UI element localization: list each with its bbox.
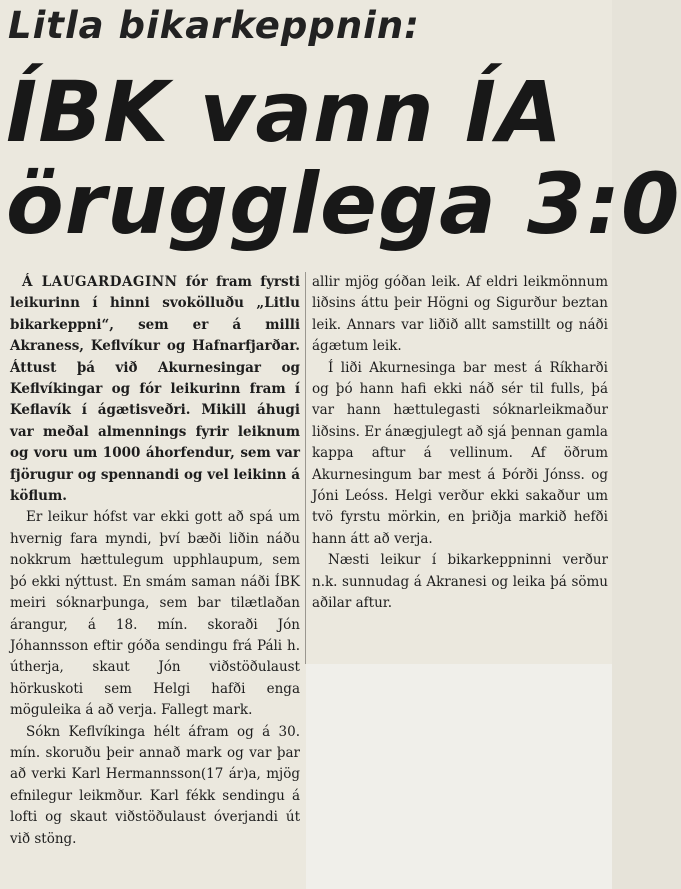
lead-in: Á LAUGARDAGINN — [22, 274, 178, 290]
blank-area — [306, 664, 612, 889]
column-divider — [305, 272, 306, 664]
left-column — [10, 272, 300, 850]
paragraph — [10, 272, 300, 507]
paragraph: Í liði Akurnesinga bar mest á Ríkharði og þó hann hafi ekki náð sér til fulls, þá var hann hættulegasti sóknarleikmaður liðsins. Er ánægjulegt að sjá þennan gamla kappa aftur á vellinum. Af öðrum Akurnesingum bar mest á Þórði Jónss. og Jóni Leóss. Helgi verður ekki sakaður um tvö fyrstu mörkin, en þriðja markið hefði hann átt að verja. — [312, 359, 608, 547]
headline-line-1: ÍBK vann ÍA — [6, 63, 564, 161]
right-column — [312, 272, 608, 615]
paragraph: Er leikur hófst var ekki gott að spá um hvernig fara myndi, því bæði liðin náðu nokkrum hættulegum upphlaupum, sem þó ekki nýttust. En smám saman náði ÍBK meiri sóknarþunga, sem bar tilætlaðan árangur, á 18. mín. skoraði Jón Jóhannsson eftir góða sendingu frá Páli h. útherja, skaut Jón viðstöðulaust hörkuskoti sem Helgi hafði enga möguleika á að verja. Fallegt mark. — [10, 509, 300, 719]
paragraph: Næsti leikur í bikarkeppninni verður n.k. sunnudag á Akranesi og leika þá sömu aðilar aftur. — [312, 552, 608, 612]
paragraph: allir mjög góðan leik. Af eldri leikmönnum liðsins áttu þeir Högni og Sigurður beztan leik. Annars var liðið allt samstillt og náði ágætum leik. — [312, 274, 608, 355]
paragraph: Sókn Keflvíkinga hélt áfram og á 30. mín. skoruðu þeir annað mark og var þar að verki Karl Hermannsson(17 ár)a, mjög efnilegur leikmður. Karl fékk sendingu á lofti og skaut viðstöðulaust óverjandi út við stöng. — [10, 723, 300, 847]
paragraph-text: fór fram fyrsti leikurinn í hinni svokölluðu „Litlu bikarkeppni“, sem er á milli Akraness, Keflvíkur og Hafnarfjarðar. Áttust þá við Akurnesingar og Keflvíkingar og fór leikurinn fram í Keflavík í ágætisveðri. Mikill áhugi var meðal almennings fyrir leiknum og voru um 1000 áhorfendur, sem var fjörugur og spennandi og vel leikinn á köflum. — [10, 274, 300, 505]
headline-line-2: örugglega 3:0 — [6, 155, 681, 253]
kicker-heading: Litla bikarkeppnin: — [8, 4, 420, 47]
